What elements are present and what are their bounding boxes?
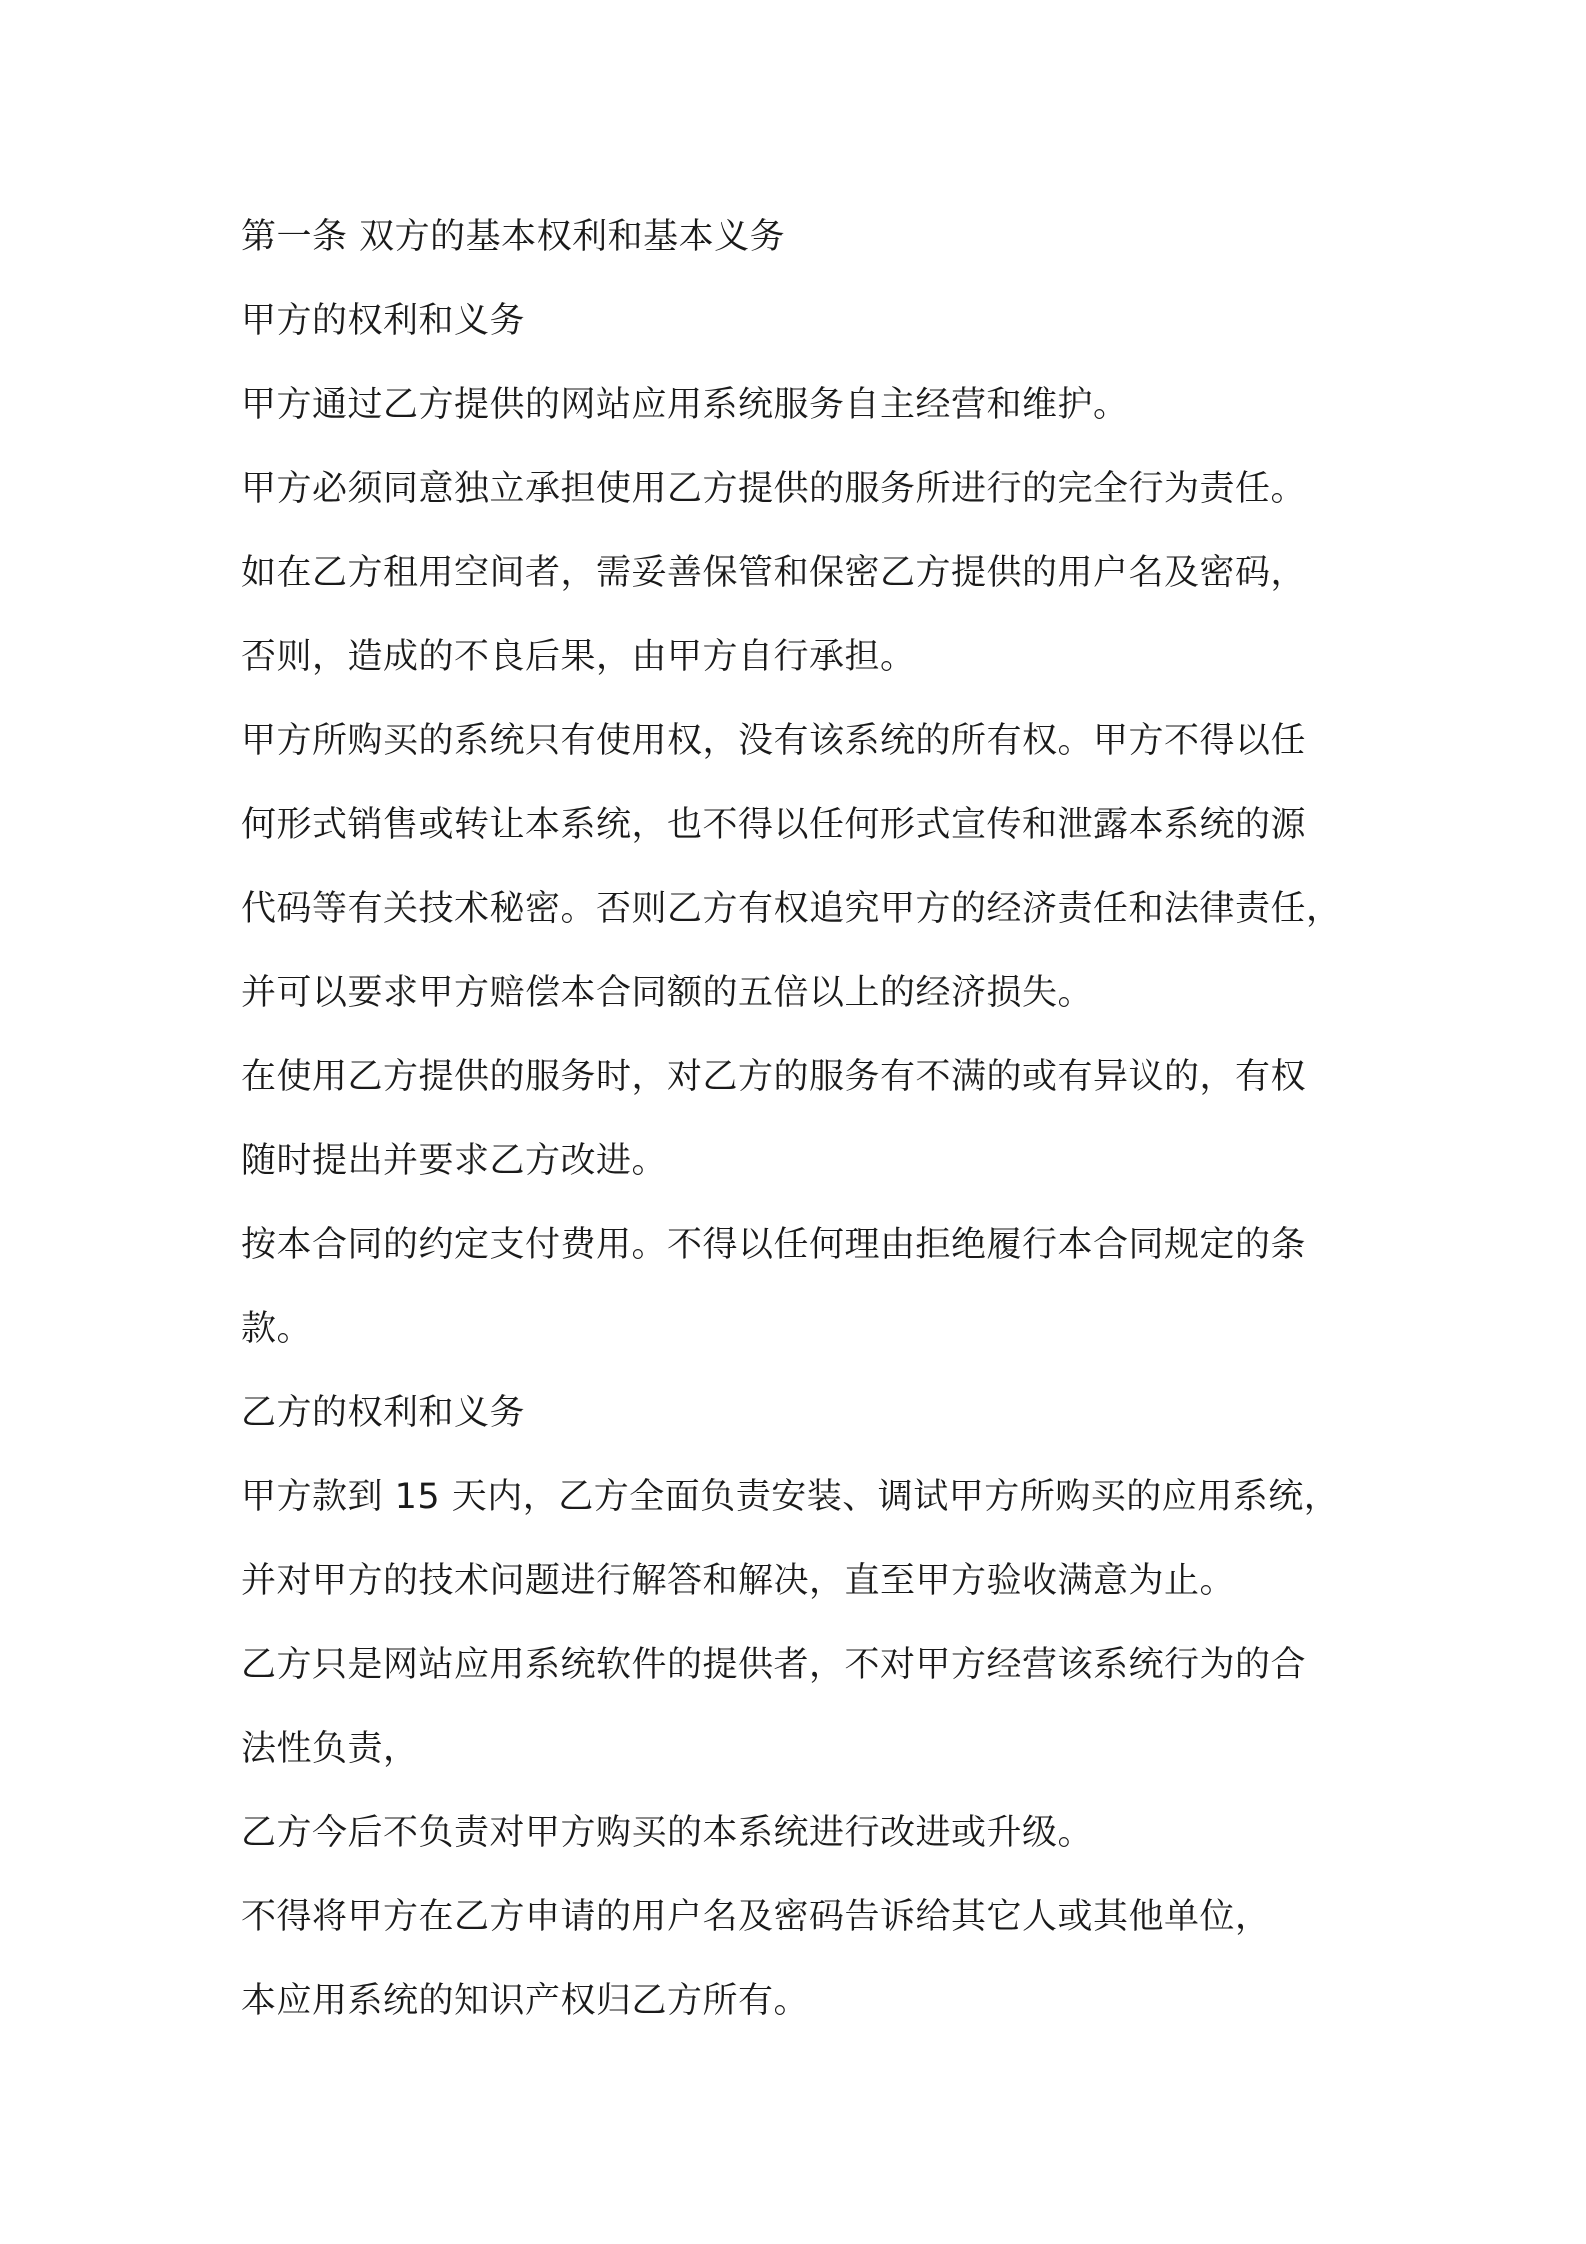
text-line: 款。 <box>241 1309 313 1349</box>
text-line: 何形式销售或转让本系统，也不得以任何形式宣传和泄露本系统的源 <box>241 805 1307 845</box>
text-line: 随时提出并要求乙方改进。 <box>241 1141 668 1181</box>
text-line: 甲方所购买的系统只有使用权，没有该系统的所有权。甲方不得以任 <box>241 721 1307 761</box>
section-heading-party-a: 甲方的权利和义务 <box>241 301 526 341</box>
text-line: 否则，造成的不良后果，由甲方自行承担。 <box>241 637 916 677</box>
text-line: 代码等有关技术秘密。否则乙方有权追究甲方的经济责任和法律责任， <box>241 889 1342 929</box>
document-body <box>241 195 1381 2043</box>
text-line: 并对甲方的技术问题进行解答和解决，直至甲方验收满意为止。 <box>241 1561 1236 1601</box>
text-line: 不得将甲方在乙方申请的用户名及密码告诉给其它人或其他单位， <box>241 1897 1271 1937</box>
text-line: 甲方必须同意独立承担使用乙方提供的服务所进行的完全行为责任。 <box>241 469 1307 509</box>
text-line: 乙方今后不负责对甲方购买的本系统进行改进或升级。 <box>241 1813 1094 1853</box>
text-line: 本应用系统的知识产权归乙方所有。 <box>241 1981 810 2021</box>
text-line: 甲方通过乙方提供的网站应用系统服务自主经营和维护。 <box>241 385 1129 425</box>
text-line: 甲方款到 15 天内，乙方全面负责安装、调试甲方所购买的应用系统， <box>241 1477 1340 1517</box>
text-line: 法性负责， <box>241 1729 419 1769</box>
text-line: 在使用乙方提供的服务时，对乙方的服务有不满的或有异议的，有权 <box>241 1057 1307 1097</box>
text-line: 如在乙方租用空间者，需妥善保管和保密乙方提供的用户名及密码， <box>241 553 1307 593</box>
text-line: 并可以要求甲方赔偿本合同额的五倍以上的经济损失。 <box>241 973 1094 1013</box>
text-line: 按本合同的约定支付费用。不得以任何理由拒绝履行本合同规定的条 <box>241 1225 1307 1265</box>
article-heading: 第一条 双方的基本权利和基本义务 <box>241 217 786 257</box>
text-line: 乙方只是网站应用系统软件的提供者，不对甲方经营该系统行为的合 <box>241 1645 1307 1685</box>
section-heading-party-b: 乙方的权利和义务 <box>241 1393 526 1433</box>
